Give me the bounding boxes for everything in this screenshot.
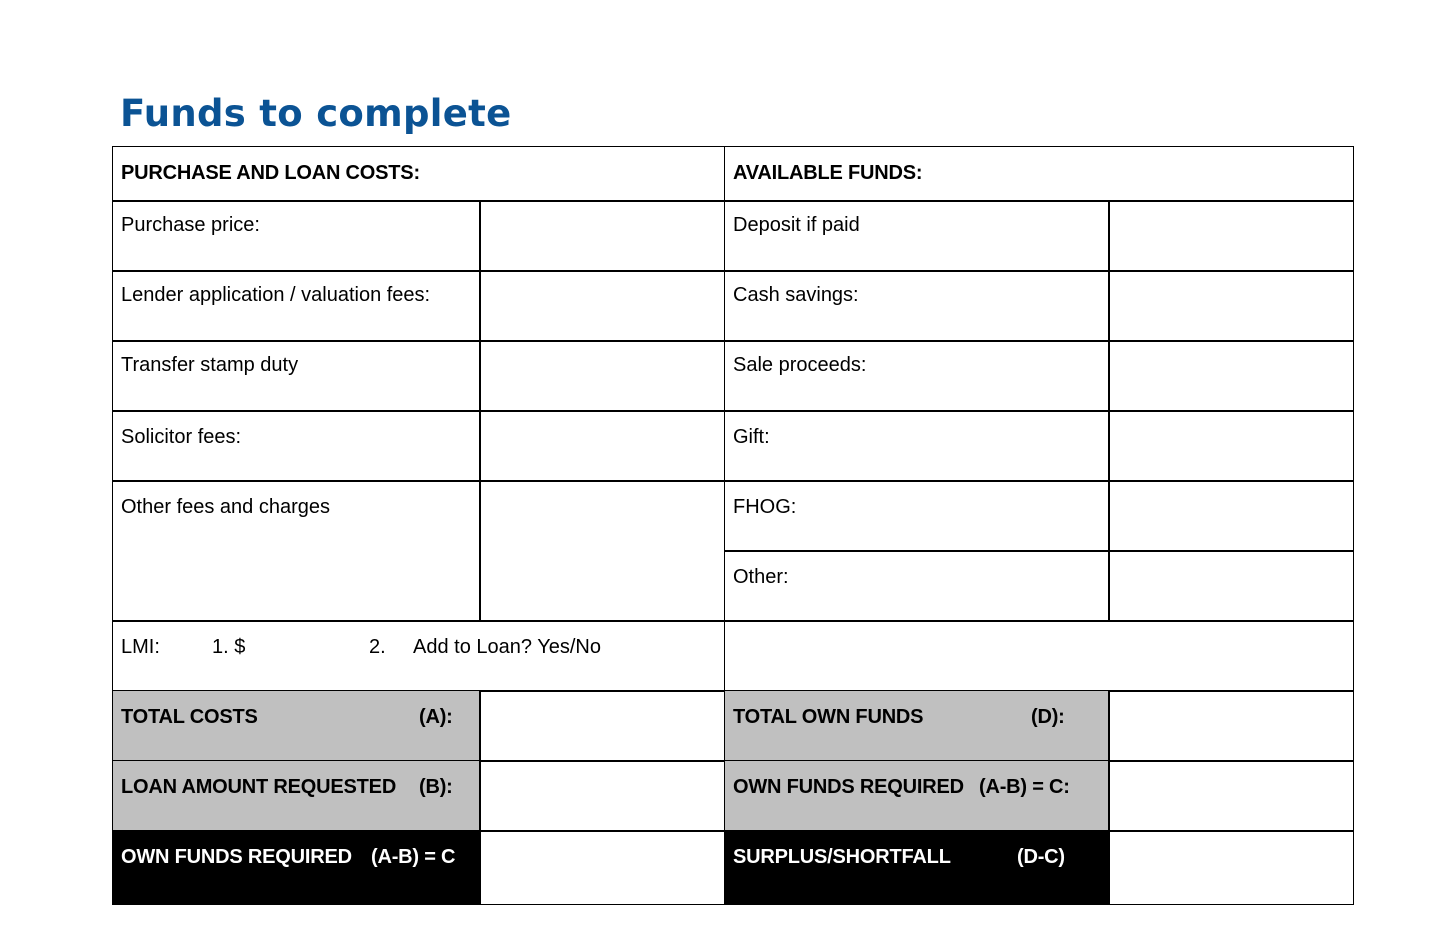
- other-fees-label: Other fees and charges: [112, 480, 481, 622]
- total-costs-value[interactable]: [479, 690, 725, 762]
- own-funds-required-left-code: (A-B) = C: [371, 846, 456, 868]
- fhog-value[interactable]: [1108, 480, 1354, 552]
- surplus-shortfall-cell: [724, 830, 1110, 905]
- own-funds-required-right-cell: [724, 760, 1110, 832]
- loan-amount-code: (B):: [419, 776, 453, 798]
- other-label: Other:: [724, 550, 1110, 622]
- own-funds-required-left-label: OWN FUNDS REQUIRED: [121, 846, 352, 868]
- gift-value[interactable]: [1108, 410, 1354, 482]
- other-value[interactable]: [1108, 550, 1354, 622]
- loan-amount-label-cell: [112, 760, 481, 832]
- total-own-funds-label-cell: [724, 690, 1110, 762]
- cash-savings-value[interactable]: [1108, 270, 1354, 342]
- purchase-price-label: Purchase price:: [112, 200, 481, 272]
- lmi-option-1: 1. $: [212, 636, 246, 658]
- stamp-duty-label: Transfer stamp duty: [112, 340, 481, 412]
- surplus-shortfall-code: (D-C): [1017, 846, 1065, 868]
- purchase-price-value[interactable]: [479, 200, 725, 272]
- loan-amount-value[interactable]: [479, 760, 725, 832]
- gift-label: Gift:: [724, 410, 1110, 482]
- stamp-duty-value[interactable]: [479, 340, 725, 412]
- fhog-label: FHOG:: [724, 480, 1110, 552]
- lmi-right-empty: [724, 620, 1354, 692]
- total-costs-label: TOTAL COSTS: [121, 706, 258, 728]
- total-costs-label-cell: [112, 690, 481, 762]
- sale-proceeds-label: Sale proceeds:: [724, 340, 1110, 412]
- lender-fees-label: Lender application / valuation fees:: [112, 270, 481, 342]
- loan-amount-label: LOAN AMOUNT REQUESTED: [121, 776, 397, 798]
- total-own-funds-code: (D):: [1031, 706, 1065, 728]
- cash-savings-label: Cash savings:: [724, 270, 1110, 342]
- lmi-label: LMI:: [121, 636, 160, 658]
- lmi-row: [112, 620, 725, 692]
- surplus-shortfall-label: SURPLUS/SHORTFALL: [733, 846, 951, 868]
- other-fees-value[interactable]: [479, 480, 725, 622]
- own-funds-required-left-cell: [112, 830, 481, 905]
- funds-table: [112, 146, 1354, 905]
- lender-fees-value[interactable]: [479, 270, 725, 342]
- left-header: PURCHASE AND LOAN COSTS:: [112, 146, 725, 202]
- solicitor-fees-value[interactable]: [479, 410, 725, 482]
- total-own-funds-label: TOTAL OWN FUNDS: [733, 706, 924, 728]
- own-funds-required-right-label: OWN FUNDS REQUIRED: [733, 776, 964, 798]
- own-funds-required-right-value[interactable]: [1108, 760, 1354, 832]
- own-funds-required-right-code: (A-B) = C:: [979, 776, 1070, 798]
- own-funds-required-left-value[interactable]: [479, 830, 725, 905]
- surplus-shortfall-value[interactable]: [1108, 830, 1354, 905]
- total-own-funds-value[interactable]: [1108, 690, 1354, 762]
- deposit-label: Deposit if paid: [724, 200, 1110, 272]
- lmi-option-2-number: 2.: [369, 636, 386, 658]
- lmi-option-2-text[interactable]: Add to Loan? Yes/No: [413, 636, 601, 658]
- sale-proceeds-value[interactable]: [1108, 340, 1354, 412]
- deposit-value[interactable]: [1108, 200, 1354, 272]
- solicitor-fees-label: Solicitor fees:: [112, 410, 481, 482]
- page-title: Funds to complete: [120, 92, 512, 135]
- right-header: AVAILABLE FUNDS:: [724, 146, 1354, 202]
- total-costs-code: (A):: [419, 706, 453, 728]
